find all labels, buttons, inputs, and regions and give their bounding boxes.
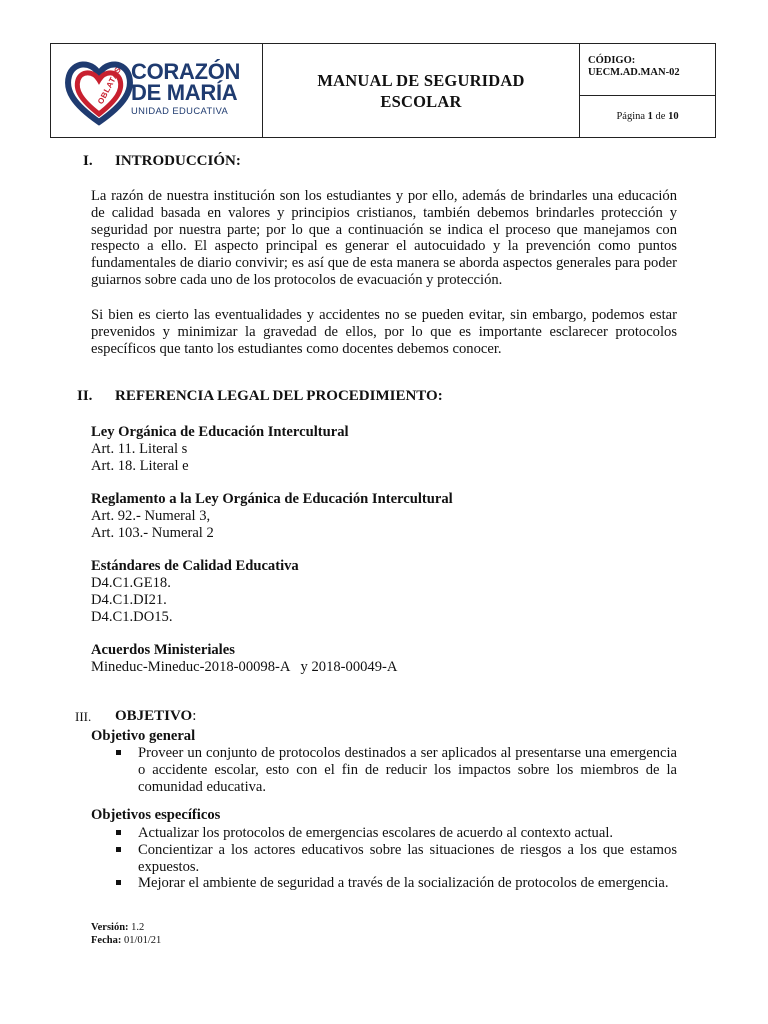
date-value: 01/01/21 bbox=[123, 935, 162, 946]
list-item: Mejorar el ambiente de seguridad a través de la socialización de protocolos de emergencia. bbox=[91, 875, 677, 892]
section-legal-heading: II. REFERENCIA LEGAL DEL PROCEDIMIENTO: bbox=[77, 388, 443, 404]
section-objective-heading: OBJETIVO: bbox=[115, 708, 197, 724]
code-value: UECM.AD.MAN-02 bbox=[588, 67, 680, 78]
brand-name: CORAZÓN DE MARÍA bbox=[131, 59, 241, 105]
estandares-item: D4.C1.DI21. bbox=[91, 592, 167, 608]
intro-paragraph-2: Si bien es cierto las eventualidades y accidentes no se pueden evitar, sin embargo, podemos estar prevenidos y minimizar la gravedad de ellos, por lo que es importante esclarecer protocolos específicos que tanto los estudiantes como docentes debemos conocer. bbox=[91, 307, 677, 357]
reglamento-title: Reglamento a la Ley Orgánica de Educación Intercultural bbox=[91, 491, 453, 507]
document-footer bbox=[91, 921, 161, 947]
intro-paragraph-1: La razón de nuestra institución son los estudiantes y por ello, además de brindarles una educación de calidad basada en valores y principios cristianos, también debemos brindarles protección y seguridad por nuestra parte; por lo que a continuación se indica el proceso que manejamos con respecto a ello. El aspecto principal es generar el autocuidado y la prevención como puntos fundamentales de diario convivir; es así que de esta manera se aborda aspectos generales para poder guiarnos sobre cada uno de los protocolos de evacuación y protección. bbox=[91, 188, 677, 288]
objetivos-especificos-list bbox=[91, 825, 677, 892]
date-label: Fecha: bbox=[91, 935, 122, 946]
page-indicator: Página 1 de 10 bbox=[616, 111, 679, 122]
ribbon-label: OBLATAS bbox=[95, 65, 124, 106]
list-item: Actualizar los protocolos de emergencias escolares de acuerdo al contexto actual. bbox=[91, 825, 677, 842]
bullet-icon bbox=[116, 830, 121, 835]
meta-cell bbox=[580, 44, 715, 137]
document-title: MANUAL DE SEGURIDAD ESCOLAR bbox=[263, 44, 580, 137]
acuerdos-item: Mineduc-Mineduc-2018-00098-A y 2018-00049-A bbox=[91, 659, 398, 675]
bullet-icon bbox=[116, 847, 121, 852]
list-item: Proveer un conjunto de protocolos destinados a ser aplicados al presentarse una emergencia o accidente escolar, esto con el fin de reducir los impactos sobre los miembros de la comunidad educativa. bbox=[91, 745, 677, 795]
code-label: CÓDIGO: bbox=[588, 55, 636, 66]
estandares-item: D4.C1.GE18. bbox=[91, 575, 171, 591]
acuerdos-title: Acuerdos Ministeriales bbox=[91, 642, 235, 658]
document-header bbox=[50, 43, 716, 138]
ley-title: Ley Orgánica de Educación Intercultural bbox=[91, 424, 349, 440]
objetivo-general-title: Objetivo general bbox=[91, 728, 196, 744]
list-item: Concientizar a los actores educativos sobre las situaciones de riesgos a los que estamos expuestos. bbox=[91, 842, 677, 876]
reglamento-item: Art. 103.- Numeral 2 bbox=[91, 525, 214, 541]
version-label: Versión: bbox=[91, 922, 129, 933]
ley-item: Art. 11. Literal s bbox=[91, 441, 188, 457]
estandares-item: D4.C1.DO15. bbox=[91, 609, 173, 625]
section-intro-heading: I. INTRODUCCIÓN: bbox=[83, 153, 241, 169]
ley-item: Art. 18. Literal e bbox=[91, 458, 189, 474]
logo-cell bbox=[51, 44, 263, 137]
bullet-icon bbox=[116, 880, 121, 885]
objetivo-general-list bbox=[91, 745, 677, 795]
section-objective-number: III. bbox=[75, 709, 92, 724]
objetivos-especificos-title: Objetivos específicos bbox=[91, 807, 221, 823]
version-value: 1.2 bbox=[131, 922, 145, 933]
heart-logo-icon bbox=[59, 52, 139, 132]
reglamento-item: Art. 92.- Numeral 3, bbox=[91, 508, 211, 524]
bullet-icon bbox=[116, 750, 121, 755]
brand-subtitle: UNIDAD EDUCATIVA bbox=[131, 105, 229, 116]
estandares-title: Estándares de Calidad Educativa bbox=[91, 558, 299, 574]
code-box bbox=[580, 44, 715, 96]
